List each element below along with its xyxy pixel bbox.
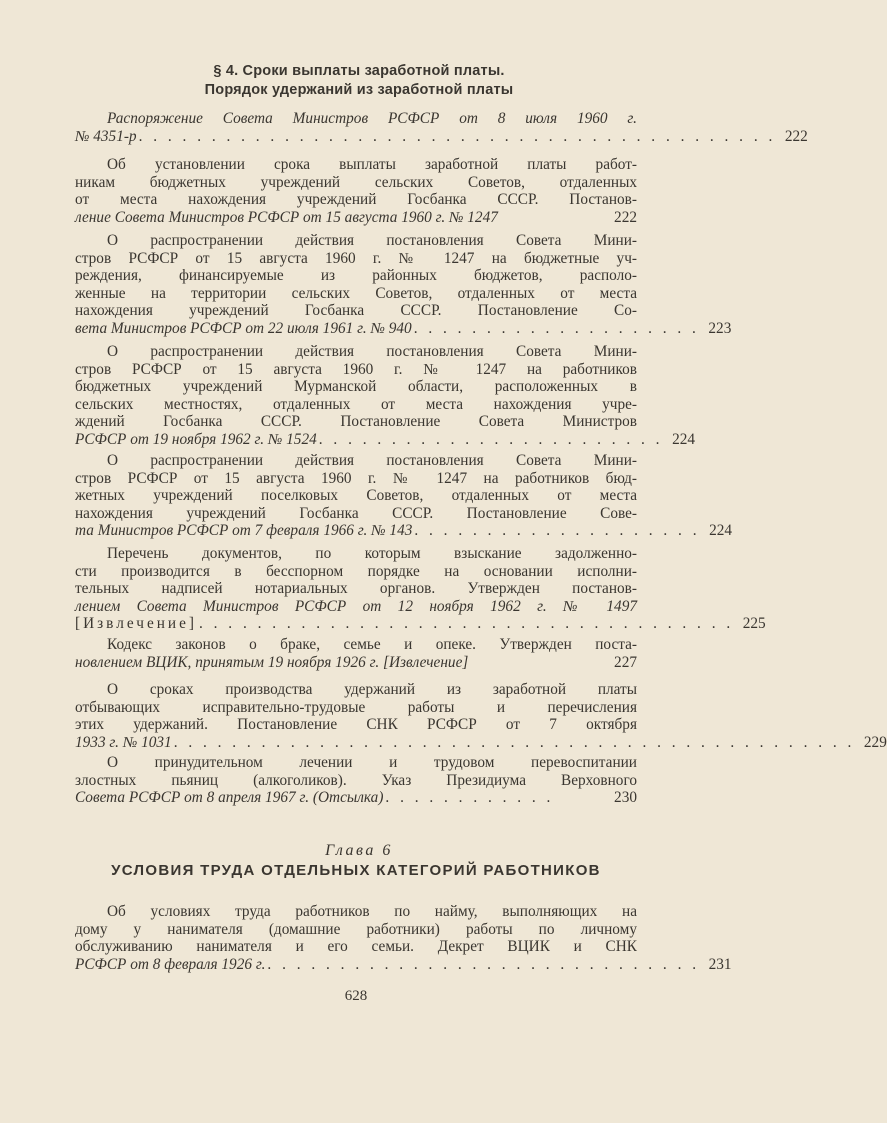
toc-entry xyxy=(75,545,766,633)
entry-page-number: 231 xyxy=(708,955,732,973)
entry-last-text: ление Совета Министров РСФСР от 15 августа 1960 г. № 1247 xyxy=(75,208,498,226)
leader-dots: . . . . . . . . . . . . . . . . . . . . xyxy=(414,522,701,540)
toc-entry xyxy=(75,156,637,226)
entry-line: нахождения учреждений Госбанка СССР. Постановление Сове- xyxy=(75,504,637,522)
entry-line: обслуживанию нанимателя и его семьи. Декрет ВЦИК и СНК xyxy=(75,938,637,956)
entry-line: бюджетных учреждений Мурманской области, расположенных в xyxy=(75,378,637,396)
entry-last-line xyxy=(75,789,637,807)
entry-line: сельских местностях, отдаленных от места нахождения учре- xyxy=(75,395,637,413)
entry-line: реждения, финансируемые из районных бюджетов, располо- xyxy=(75,267,637,285)
entry-line: Об условиях труда работников по найму, выполняющих на xyxy=(107,903,637,920)
entry-line: злостных пьяниц (алкоголиков). Указ Президиума Верховного xyxy=(75,771,637,789)
leader-dots: . . . . . . . . . . . . . . . . . . . . . . . . . . . . . . . . . . . . . xyxy=(199,615,734,633)
entry-page-number: 227 xyxy=(614,653,637,671)
entry-last-text: РСФСР от 8 февраля 1926 г. xyxy=(75,955,266,973)
entry-last-text: Совета РСФСР от 8 апреля 1967 г. (Отсылка) xyxy=(75,789,384,807)
entry-page-number: 223 xyxy=(708,319,732,337)
section-heading-line-2: Порядок удержаний из заработной платы xyxy=(204,82,514,98)
entry-line: О распространении действия постановления Совета Мини- xyxy=(107,232,637,249)
entry-line: Об установлении срока выплаты заработной платы работ- xyxy=(107,156,637,173)
toc-entry xyxy=(75,681,887,751)
page-number: 628 xyxy=(344,988,368,1004)
entry-line: женные на территории сельских Советов, отдаленных от места xyxy=(75,284,637,302)
section-heading-line-1: § 4. Сроки выплаты заработной платы. xyxy=(213,63,505,79)
entry-page-number: 222 xyxy=(614,208,637,226)
entry-line: тельных надписей нотариальных органов. Утвержден постанов- xyxy=(75,580,637,598)
entry-last-text: вета Министров РСФСР от 22 июля 1961 г. № 940 xyxy=(75,319,412,337)
entry-line: отбывающих исправительно-трудовые работы и перечисления xyxy=(75,698,637,716)
entry-line: жетных учреждений поселковых Советов, отдаленных от места xyxy=(75,487,637,505)
entry-line: ждений Госбанка СССР. Постановление Совета Министров xyxy=(75,413,637,431)
entry-line: О принудительном лечении и трудовом перевоспитании xyxy=(107,754,637,771)
entry-line: сти производится в бесспорном порядке на основании исполни- xyxy=(75,562,637,580)
entry-line: нахождения учреждений Госбанка СССР. Постановление Со- xyxy=(75,302,637,320)
entry-line: стров РСФСР от 15 августа 1960 г. № 1247 на бюджетные уч- xyxy=(75,249,637,267)
entry-line: О распространении действия постановления Совета Мини- xyxy=(107,343,637,360)
entry-line: Кодекс законов о браке, семье и опеке. Утвержден поста- xyxy=(107,636,637,653)
leader-dots: . . . . . . . . . . . . . . . . . . . . . . . . xyxy=(318,430,664,448)
entry-last-line xyxy=(75,654,637,672)
entry-last-line xyxy=(75,430,696,449)
entry-last-text: № 4351-р xyxy=(75,127,137,145)
entry-last-line xyxy=(75,127,808,146)
toc-entry xyxy=(75,343,696,449)
entry-last-line xyxy=(75,955,732,974)
entry-last-text: [Извлечение] xyxy=(75,615,197,633)
entry-page-number: 224 xyxy=(672,430,696,448)
entry-page-number: 225 xyxy=(742,615,766,633)
entry-line: стров РСФСР от 15 августа 1960 г. № 1247 на работников xyxy=(75,360,637,378)
entry-line: стров РСФСР от 15 августа 1960 г. № 1247 на работников бюд- xyxy=(75,469,637,487)
entry-page-number: 229 xyxy=(863,733,887,751)
leader-dots: . . . . . . . . . . . . xyxy=(385,789,554,807)
entry-line xyxy=(75,191,637,209)
chapter-label: Глава 6 xyxy=(325,842,393,859)
entry-line: этих удержаний. Постановление СНК РСФСР от 7 октября xyxy=(75,716,637,734)
entry-line: Перечень документов, по которым взыскание задолженно- xyxy=(107,545,637,562)
toc-entry xyxy=(75,110,808,145)
entry-line: О сроках производства удержаний из заработной платы xyxy=(107,681,637,698)
entry-line-text: от места нахождения учреждений Госбанка СССР. Постанов- xyxy=(75,191,637,209)
entry-last-text: новлением ВЦИК, принятым 19 ноября 1926 г. [Извлечение] xyxy=(75,653,469,671)
entry-last-line xyxy=(75,319,732,338)
entry-line: никам бюджетных учреждений сельских Советов, отдаленных xyxy=(75,173,637,191)
section-heading xyxy=(75,62,643,100)
entry-page-number: 222 xyxy=(784,127,808,145)
entry-line: О распространении действия постановления Совета Мини- xyxy=(107,452,637,469)
entry-line: Распоряжение Совета Министров РСФСР от 8 июля 1960 г. xyxy=(107,110,637,127)
entry-last-text: РСФСР от 19 ноября 1962 г. № 1524 xyxy=(75,430,317,448)
entry-last-line xyxy=(75,209,637,227)
entry-last-line xyxy=(75,733,887,752)
entry-last-line xyxy=(75,522,733,540)
entry-last-line xyxy=(75,615,766,633)
entry-page-number: 224 xyxy=(709,522,733,540)
entry-last-text: та Министров РСФСР от 7 февраля 1966 г. № 143 xyxy=(75,522,413,540)
entry-last-text: 1933 г. № 1031 xyxy=(75,733,172,751)
toc-entry xyxy=(75,636,637,671)
toc-entry xyxy=(75,754,637,807)
leader-dots: . . . . . . . . . . . . . . . . . . . . . . . . . . . . . . . . . . . . . . . . . . . . xyxy=(138,127,776,145)
toc-entry xyxy=(75,232,732,338)
toc-entry xyxy=(75,452,733,540)
chapter-title: УСЛОВИЯ ТРУДА ОТДЕЛЬНЫХ КАТЕГОРИЙ РАБОТНИКОВ xyxy=(111,862,601,879)
entry-line: лением Совета Министров РСФСР от 12 ноября 1962 г. № 1497 xyxy=(75,597,637,615)
leader-dots: . . . . . . . . . . . . . . . . . . . . xyxy=(413,319,700,337)
entry-page-number: 230 xyxy=(614,789,637,807)
leader-dots: . . . . . . . . . . . . . . . . . . . . . . . . . . . . . . . . . . . . . . . . . . . . . . . xyxy=(173,733,855,751)
toc-entry xyxy=(75,903,732,973)
entry-line: дому у нанимателя (домашние работники) работы по личному xyxy=(75,920,637,938)
leader-dots: . . . . . . . . . . . . . . . . . . . . . . . . . . . . . . xyxy=(267,955,700,973)
